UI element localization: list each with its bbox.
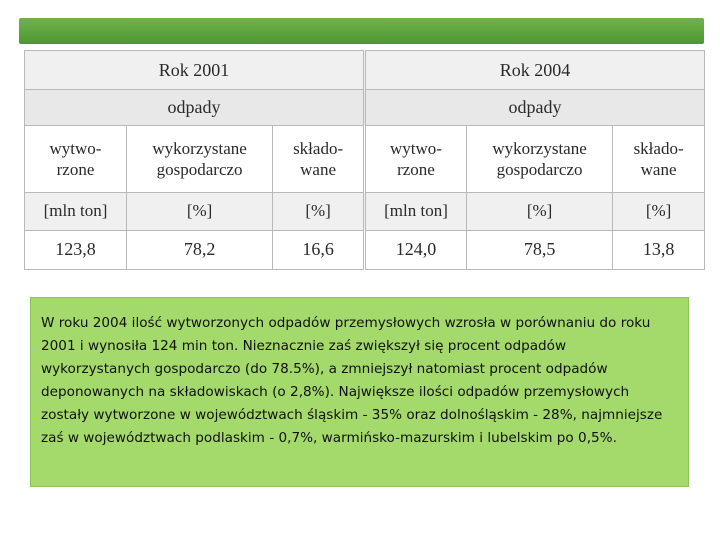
value-cell: 124,0 [364, 230, 466, 269]
units-row [25, 193, 705, 230]
column-header-text: składo- wane [293, 138, 344, 179]
summary-text-box [30, 297, 689, 487]
subheader-row [25, 90, 705, 125]
column-header [613, 125, 705, 193]
unit-cell: [%] [466, 193, 612, 230]
unit-cell: [%] [127, 193, 273, 230]
summary-paragraph: W roku 2004 ilość wytworzonych odpadów przemysłowych wzrosła w porównaniu do roku 2001 i wynosiła 124 min ton. Nieznacznie zaś zwiększył się procent odpadów wykorzystanych gospodarczo (do 78.5%), a zmniejszył natomiast procent odpadów deponowanych na składowiskach (o 2,8%). Największe ilości odpadów przemysłowych zostały wytworzone w województwach śląskim - 35% oraz dolnośląskim - 28%, najmniejsze zaś w województwach podlaskim - 0,7%, warmińsko-mazurskim i lubelskim po 0,5%. [41, 315, 663, 446]
value-cell: 78,2 [127, 230, 273, 269]
value-cell: 16,6 [273, 230, 365, 269]
column-header [25, 125, 127, 193]
column-header-row [25, 125, 705, 193]
year-header-2004: Rok 2004 [364, 51, 704, 90]
header-bar [19, 18, 704, 44]
value-cell: 78,5 [466, 230, 612, 269]
column-header-text: składo- wane [633, 138, 684, 179]
year-header-row [25, 51, 705, 90]
unit-cell: [%] [613, 193, 705, 230]
subheader-2004: odpady [364, 90, 704, 125]
values-row [25, 230, 705, 269]
unit-cell: [mln ton] [364, 193, 466, 230]
column-header [127, 125, 273, 193]
unit-cell: [mln ton] [25, 193, 127, 230]
column-header-text: wykorzystane gospodarczo [152, 138, 247, 179]
column-header [364, 125, 466, 193]
unit-cell: [%] [273, 193, 365, 230]
column-header [273, 125, 365, 193]
value-cell: 123,8 [25, 230, 127, 269]
waste-table-container [24, 50, 705, 270]
column-header-text: wykorzystane gospodarczo [492, 138, 587, 179]
subheader-2001: odpady [25, 90, 365, 125]
column-header-text: wytwo- rzone [49, 138, 102, 179]
value-cell: 13,8 [613, 230, 705, 269]
year-header-2001: Rok 2001 [25, 51, 365, 90]
column-header-text: wytwo- rzone [390, 138, 442, 179]
waste-table [24, 50, 705, 270]
column-header [466, 125, 612, 193]
